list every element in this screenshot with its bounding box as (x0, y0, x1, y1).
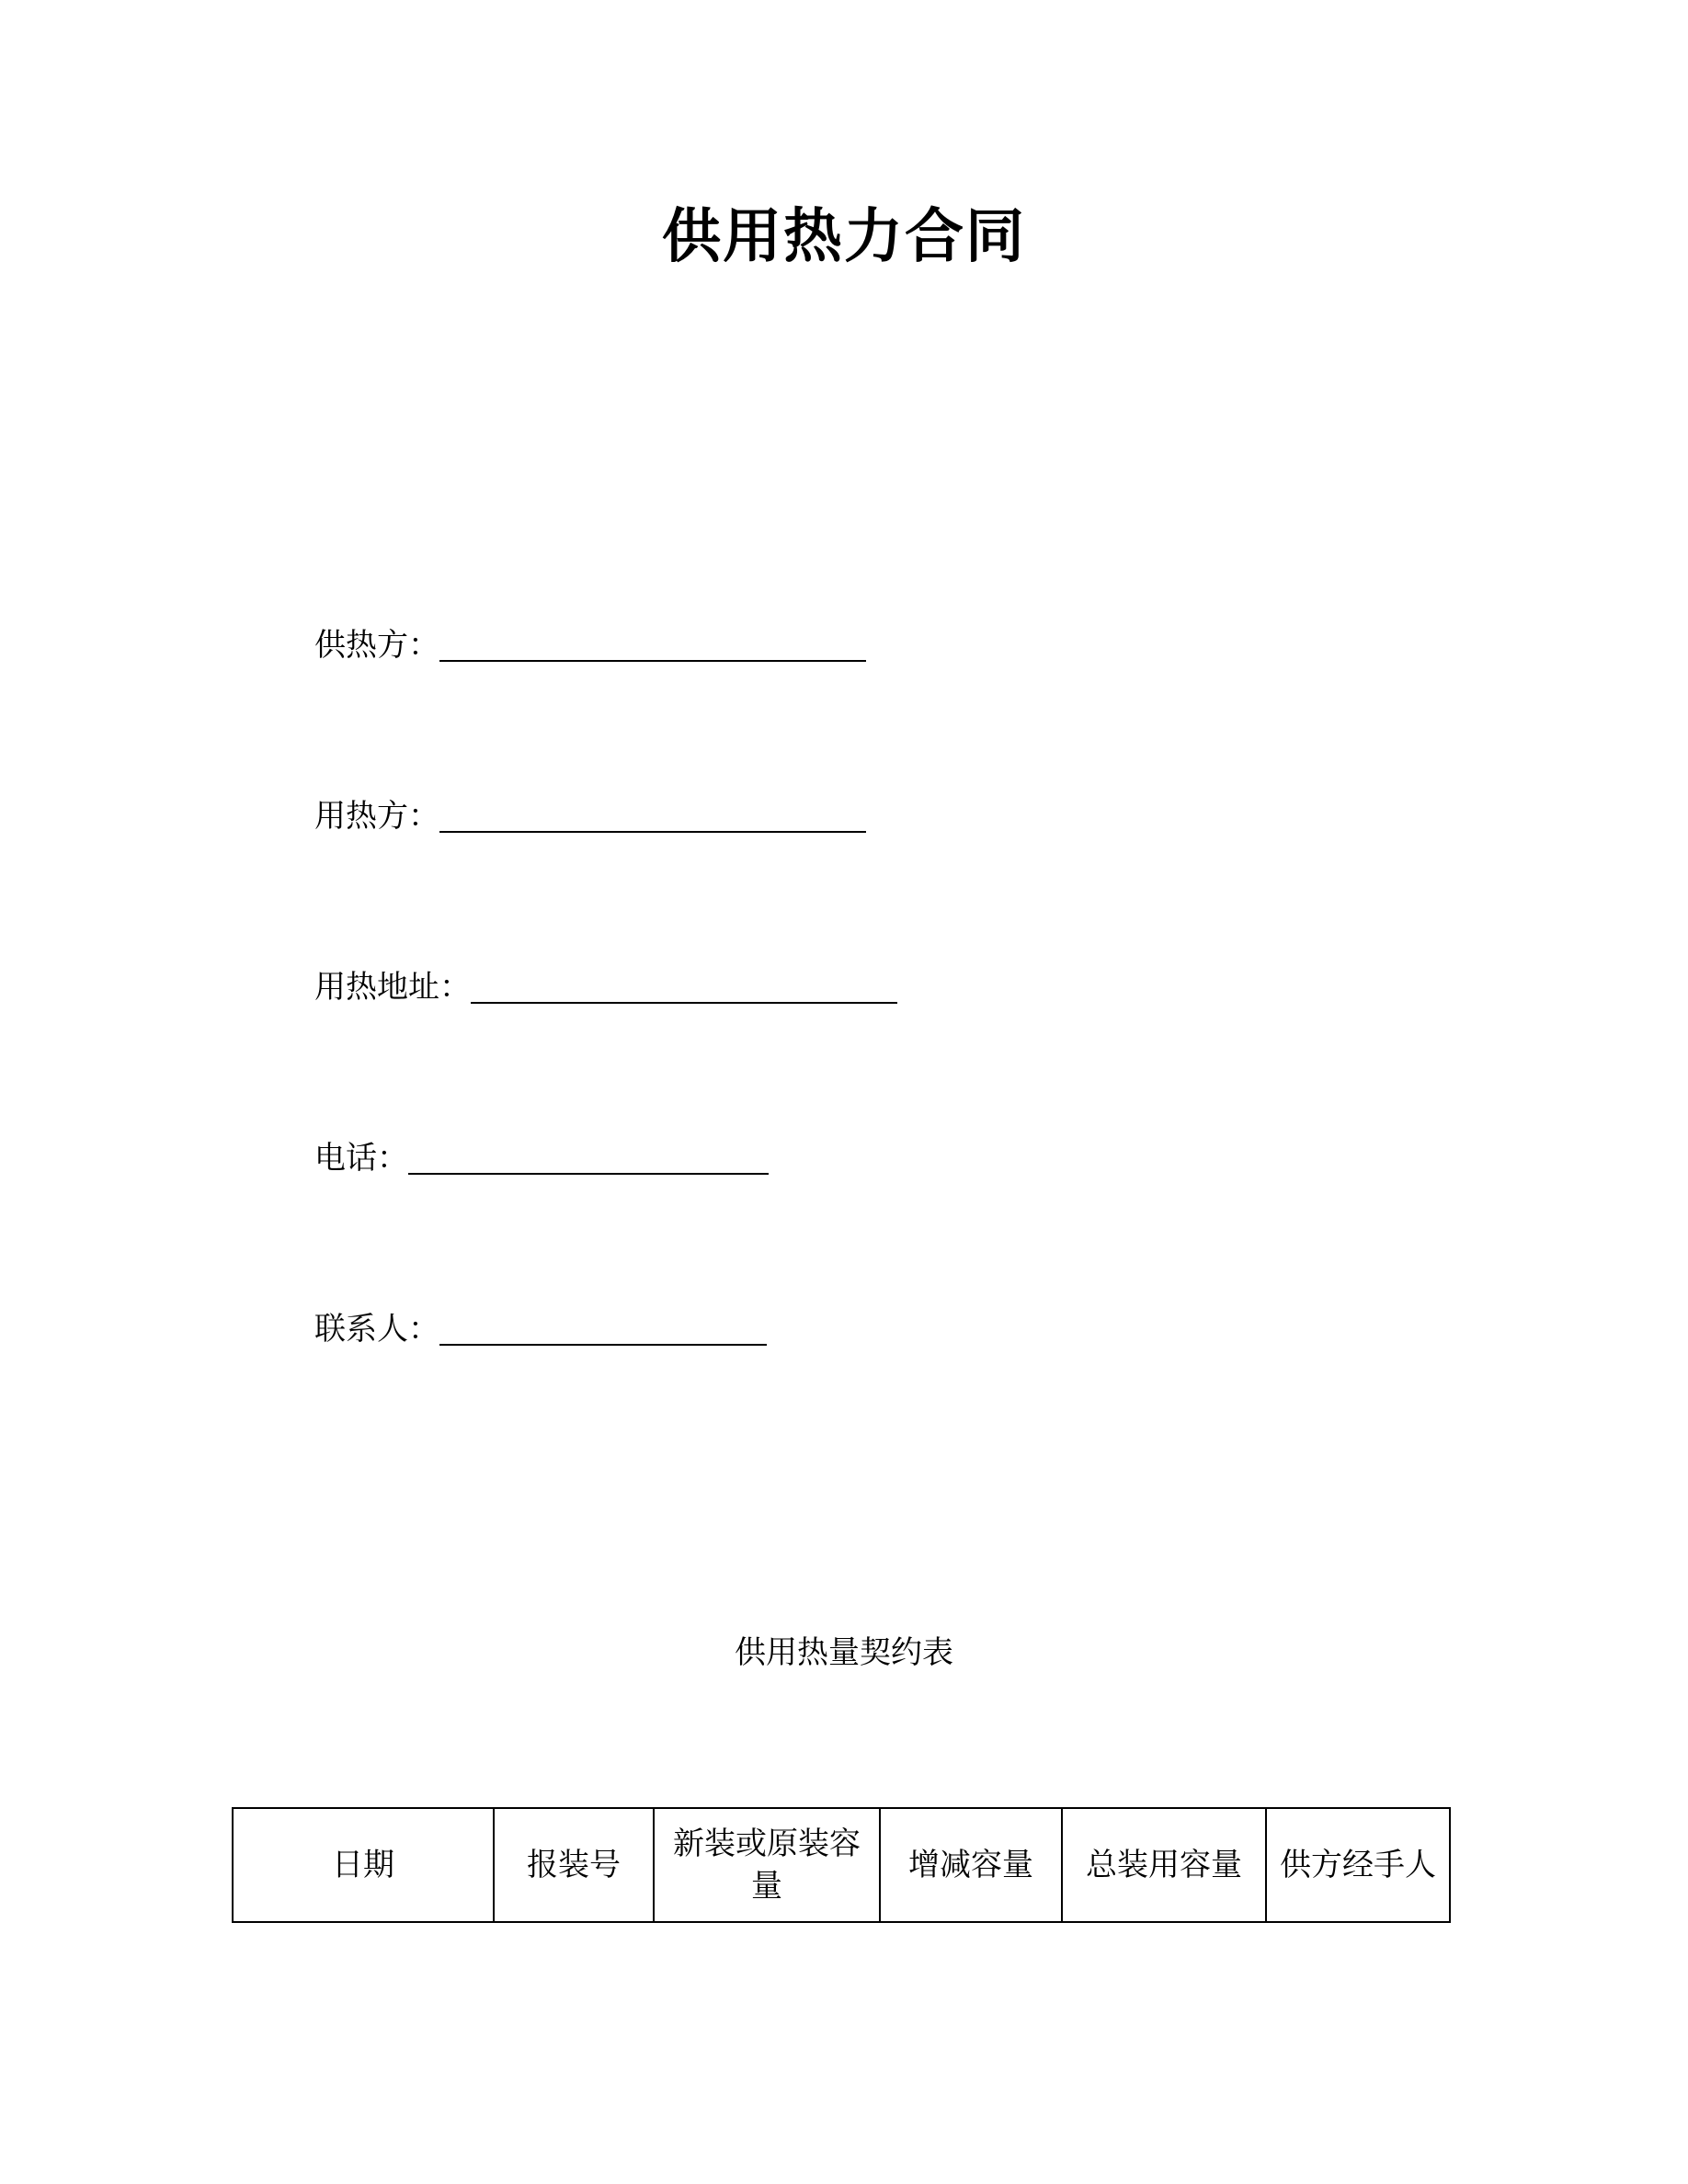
fill-line-heat-user (439, 794, 866, 833)
table-header-row (233, 1808, 1450, 1922)
table-title: 供用热量契约表 (735, 1634, 953, 1671)
fill-line-phone (408, 1136, 769, 1175)
field-heat-user (314, 781, 866, 836)
table-header-capacity-change: 增减容量 (880, 1808, 1062, 1922)
field-phone (314, 1123, 769, 1178)
field-heat-address (314, 952, 897, 1007)
table-header-date: 日期 (233, 1808, 494, 1922)
table-header-supplier-handler: 供方经手人 (1266, 1808, 1450, 1922)
table-header-application-number: 报装号 (494, 1808, 654, 1922)
table-header-total-capacity: 总装用容量 (1062, 1808, 1266, 1922)
field-label-heat-user: 用热方： (314, 798, 439, 835)
field-contact-person (314, 1294, 767, 1349)
table-header-new-or-original-capacity: 新装或原装容量 (654, 1808, 880, 1922)
field-label-heat-address: 用热地址： (314, 969, 471, 1006)
field-label-phone: 电话： (314, 1140, 408, 1177)
fill-line-heat-address (471, 965, 897, 1004)
heat-contract-table (232, 1807, 1451, 1923)
field-label-contact-person: 联系人： (314, 1311, 439, 1348)
field-label-heat-supplier: 供热方： (314, 627, 439, 664)
fill-line-contact-person (439, 1307, 767, 1346)
fill-line-heat-supplier (439, 623, 866, 662)
field-heat-supplier (314, 610, 866, 665)
document-title: 供用热力合同 (662, 203, 1026, 271)
